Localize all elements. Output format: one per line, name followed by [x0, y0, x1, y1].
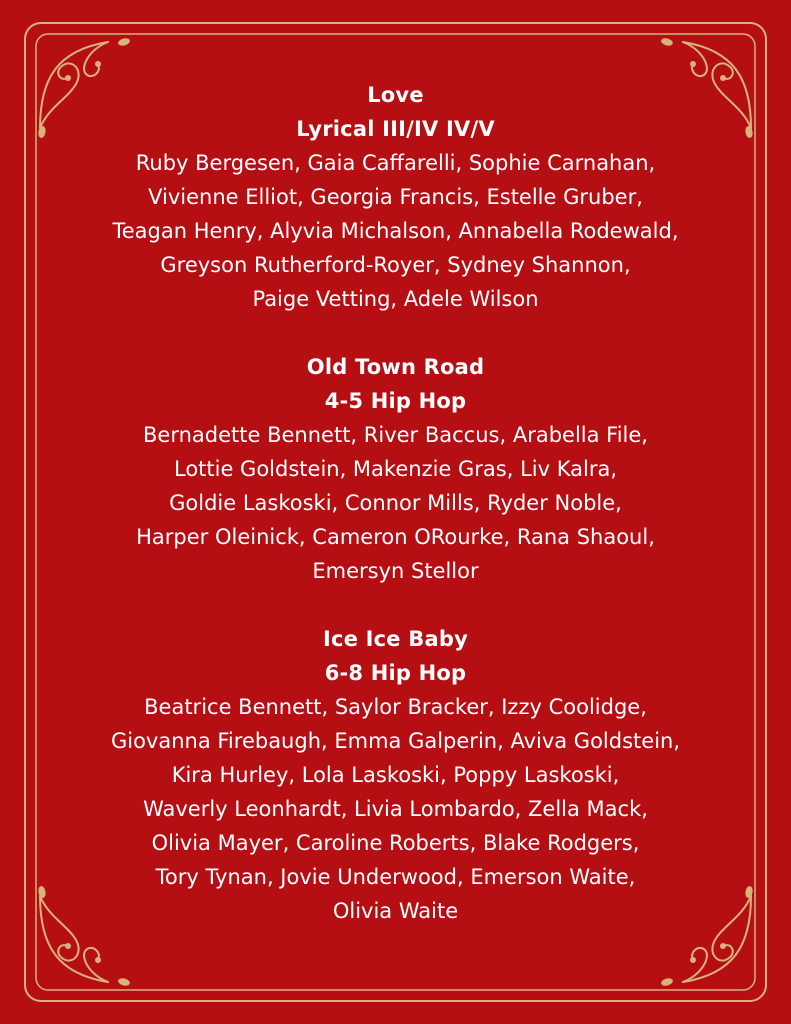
- dancer-line: Tory Tynan, Jovie Underwood, Emerson Waite,: [155, 865, 636, 889]
- class-name: 6-8 Hip Hop: [324, 661, 467, 685]
- routine-section-old-town-road: [60, 350, 731, 588]
- class-name: 4-5 Hip Hop: [324, 389, 467, 413]
- routine-list: [60, 78, 731, 962]
- dancer-line: Goldie Laskoski, Connor Mills, Ryder Noble,: [169, 491, 622, 515]
- dancer-line: Greyson Rutherford-Royer, Sydney Shannon,: [160, 253, 631, 277]
- routine-section-love: [60, 78, 731, 316]
- dancer-line: Harper Oleinick, Cameron ORourke, Rana Shaoul,: [136, 525, 655, 549]
- dancer-line: Ruby Bergesen, Gaia Caffarelli, Sophie Carnahan,: [135, 151, 656, 175]
- dancer-line: Kira Hurley, Lola Laskoski, Poppy Laskoski,: [171, 763, 620, 787]
- class-name: Lyrical III/IV IV/V: [296, 117, 495, 141]
- dancer-line: Emersyn Stellor: [312, 559, 479, 583]
- dancer-line: Olivia Mayer, Caroline Roberts, Blake Rodgers,: [151, 831, 640, 855]
- dancer-line: Waverly Leonhardt, Livia Lombardo, Zella Mack,: [143, 797, 648, 821]
- dancer-line: Paige Vetting, Adele Wilson: [252, 287, 539, 311]
- song-title: Love: [367, 83, 424, 107]
- dancer-line: Lottie Goldstein, Makenzie Gras, Liv Kalra,: [173, 457, 618, 481]
- dancer-line: Olivia Waite: [332, 899, 459, 923]
- song-title: Ice Ice Baby: [323, 627, 468, 651]
- dancer-line: Vivienne Elliot, Georgia Francis, Estelle Gruber,: [148, 185, 643, 209]
- dancer-list: [60, 418, 731, 588]
- dancer-line: Giovanna Firebaugh, Emma Galperin, Aviva Goldstein,: [110, 729, 681, 753]
- routine-section-ice-ice-baby: [60, 622, 731, 928]
- dancer-line: Teagan Henry, Alyvia Michalson, Annabella Rodewald,: [112, 219, 679, 243]
- dancer-list: [60, 146, 731, 316]
- dancer-list: [60, 690, 731, 928]
- song-title: Old Town Road: [306, 355, 485, 379]
- dancer-line: Bernadette Bennett, River Baccus, Arabella File,: [143, 423, 648, 447]
- dancer-line: Beatrice Bennett, Saylor Bracker, Izzy Coolidge,: [144, 695, 647, 719]
